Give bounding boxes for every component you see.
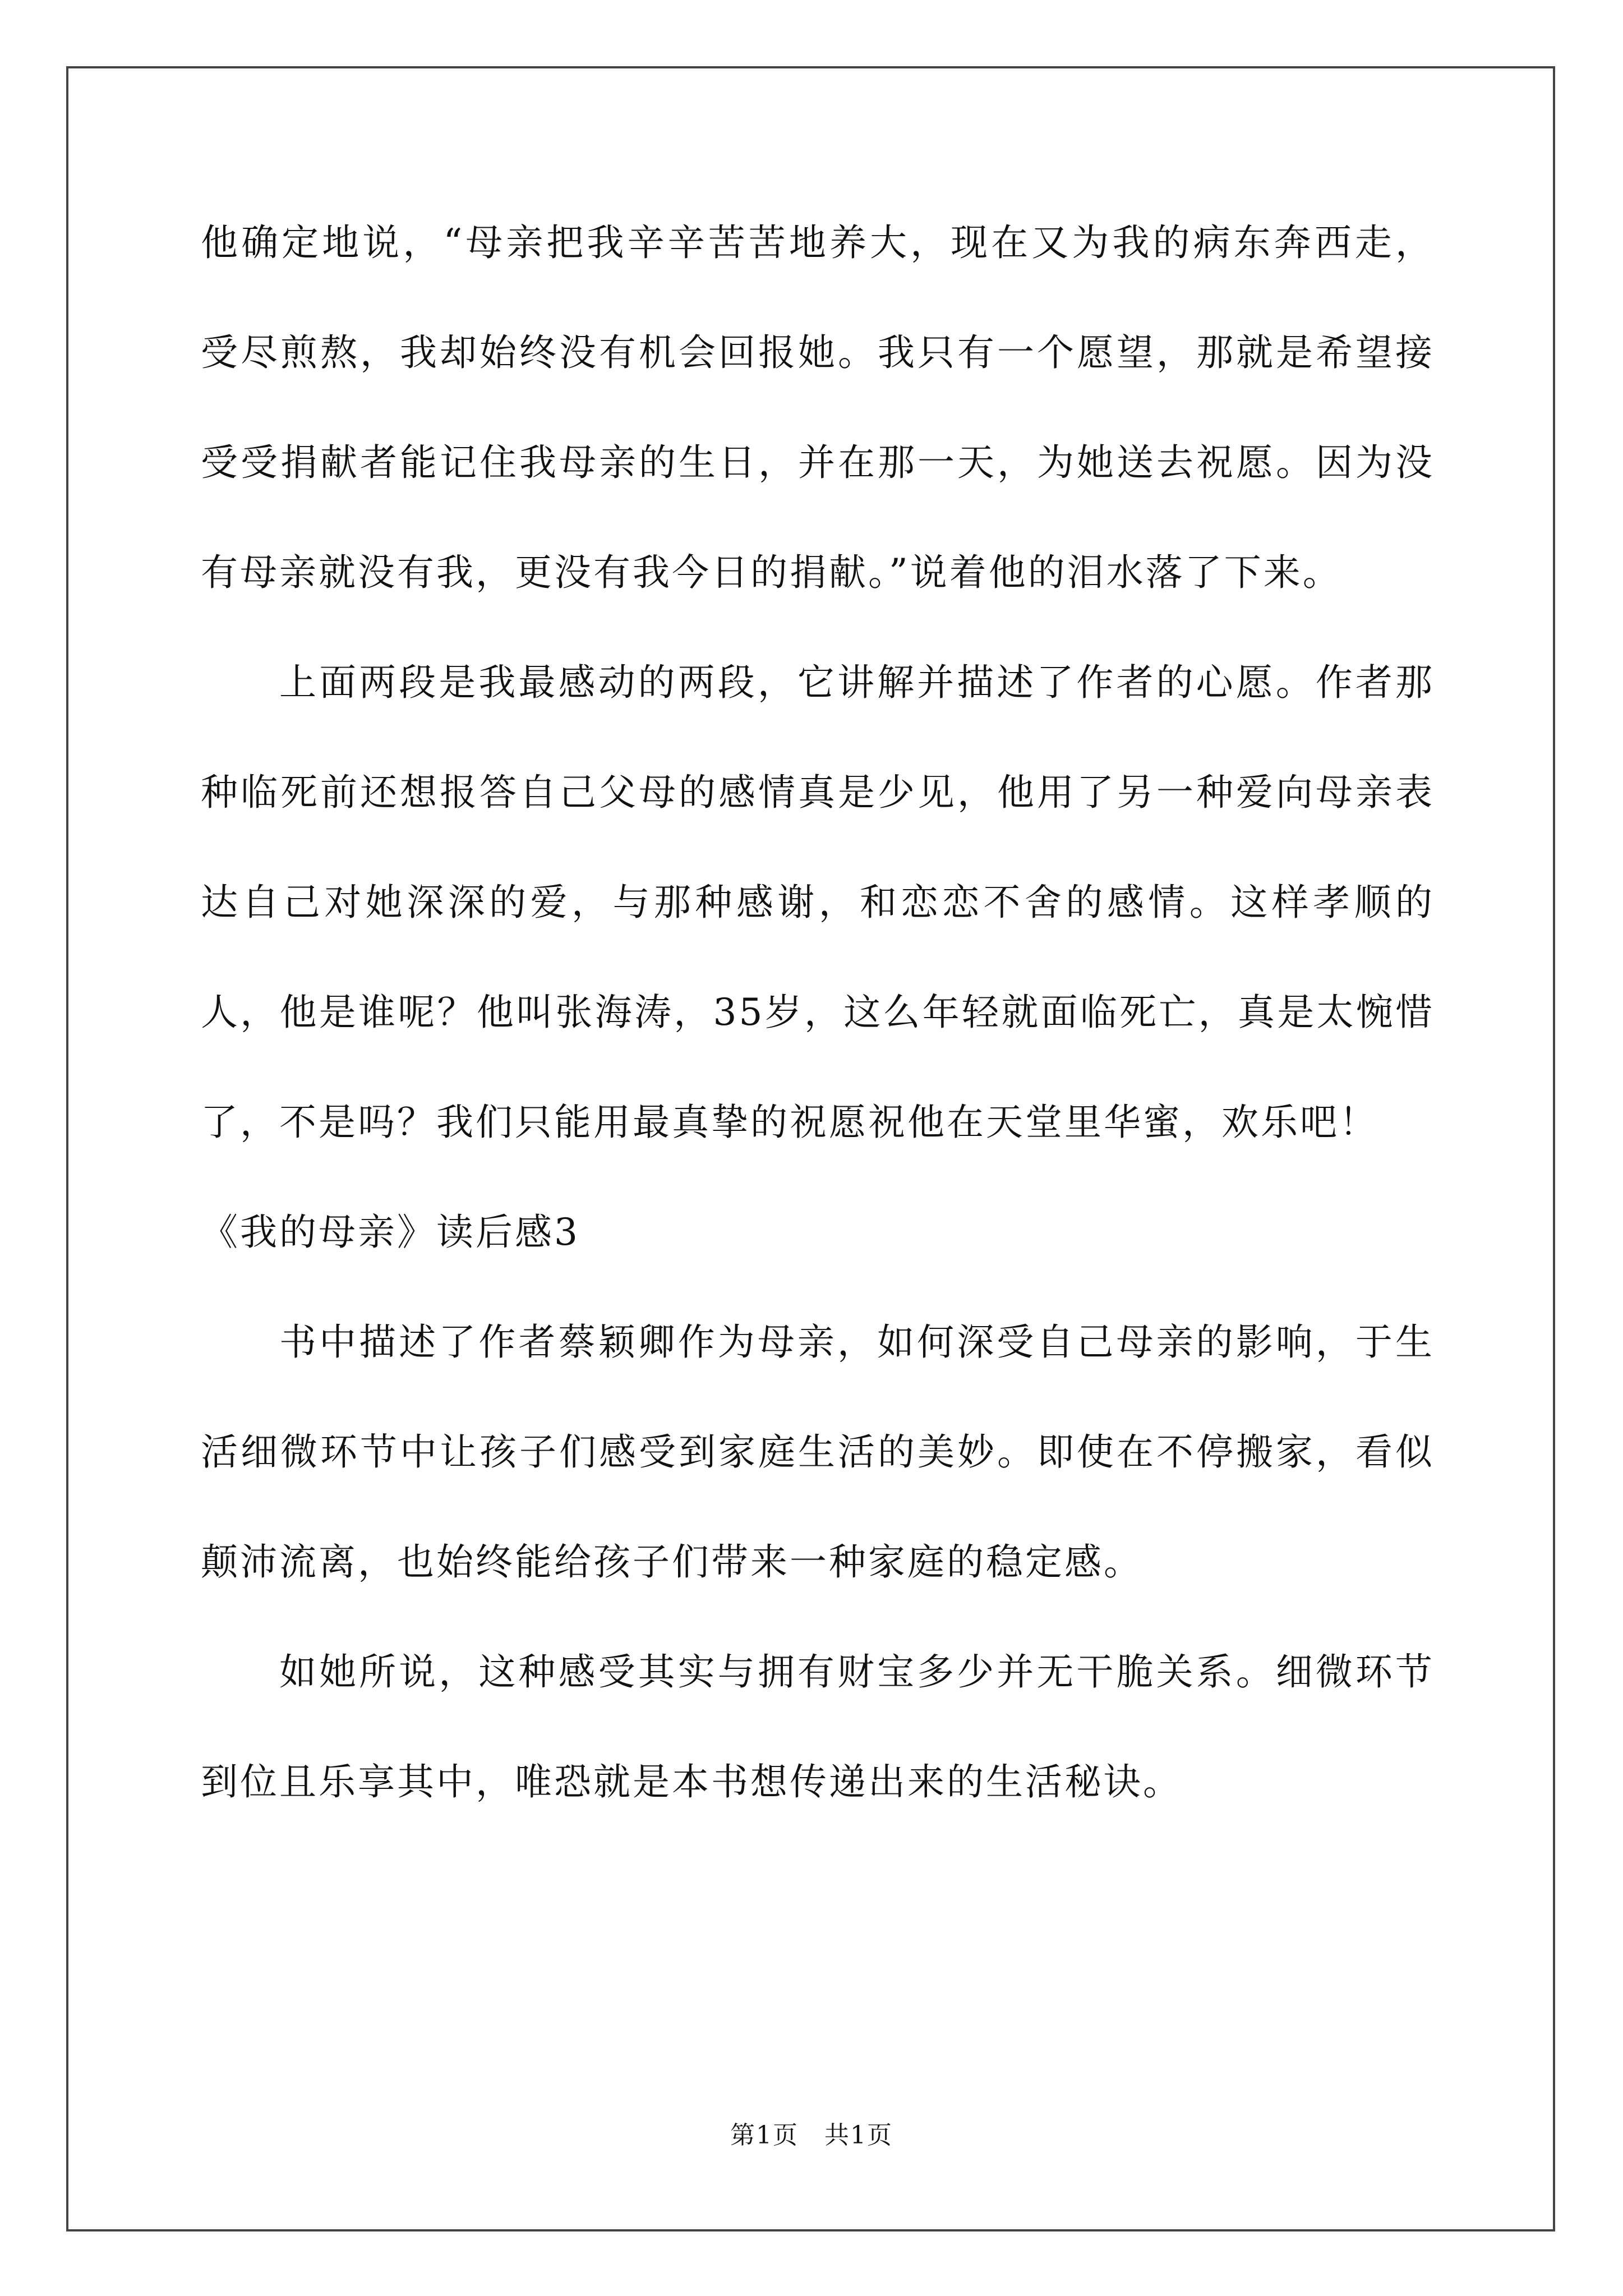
paragraph-3: 书中描述了作者蔡颖卿作为母亲，如何深受自己母亲的影响，于生活细微环节中让孩子们感受到家庭生活的美妙。即使在不停搬家，看似颠沛流离，也始终能给孩子们带来一种家庭的稳定感。 bbox=[201, 1320, 1435, 1584]
paragraph-2: 上面两段是我最感动的两段，它讲解并描述了作者的心愿。作者那种临死前还想报答自己父母的感情真是少见，他用了另一种爱向母亲表达自己对她深深的爱，与那种感谢，和恋恋不舍的感情。这样孝顺的人，他是谁呢？他叫张海涛，35岁，这么年轻就面临死亡，真是太惋惜了，不是吗？我们只能用最真挚的祝愿祝他在天堂里华蜜，欢乐吧！ bbox=[201, 661, 1435, 1144]
paragraph-4: 如她所说，这种感受其实与拥有财宝多少并无干脆关系。细微环节到位且乐享其中，唯恐就是本书想传递出来的生活秘诀。 bbox=[201, 1650, 1435, 1803]
section-title: 《我的母亲》读后感3 bbox=[201, 1211, 580, 1254]
document-body bbox=[201, 188, 1435, 1837]
paragraph-1: 他确定地说，“母亲把我辛辛苦苦地养大，现在又为我的病东奔西走，受尽煎熬，我却始终没有机会回报她。我只有一个愿望，那就是希望接受受捐献者能记住我母亲的生日，并在那一天，为她送去祝愿。因为没有母亲就没有我，更没有我今日的捐献。”说着他的泪水落了下来。 bbox=[201, 221, 1435, 594]
page-footer: 第1页 共1页 bbox=[730, 2121, 893, 2150]
